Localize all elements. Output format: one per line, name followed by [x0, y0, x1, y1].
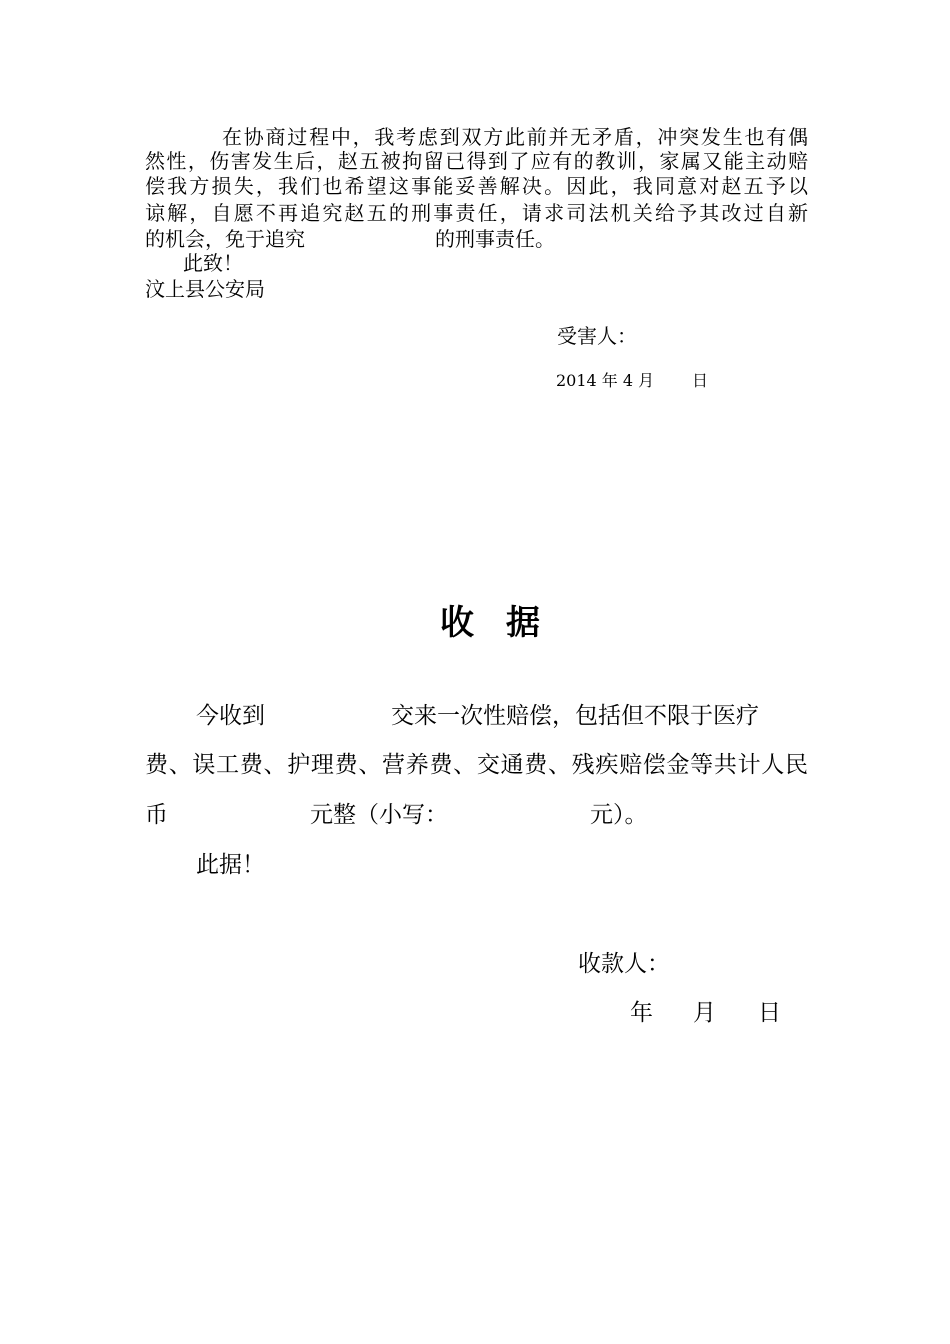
- victim-label: 受害人：: [557, 324, 637, 348]
- receipt-date-month: 月: [693, 1000, 716, 1026]
- receipt-date-year: 年: [630, 1000, 653, 1026]
- letter-recipient: 汶上县公安局: [145, 277, 265, 301]
- receipt-line-1-end: 交来一次性赔偿，包括但不限于医疗: [391, 703, 759, 729]
- letter-line-2: 然性，伤害发生后，赵五被拘留已得到了应有的教训，家属又能主动赔: [145, 149, 810, 173]
- receipt-line-3-start: 币: [145, 802, 168, 828]
- letter-date: 2014 年 4 月: [556, 371, 655, 390]
- receipt-closing: 此据！: [196, 852, 265, 878]
- letter-line-5-end: 的刑事责任。: [435, 227, 555, 251]
- letter-line-4: 谅解，自愿不再追究赵五的刑事责任，请求司法机关给予其改过自新: [145, 201, 811, 225]
- letter-date-day: 日: [692, 371, 709, 390]
- letter-line-5-start: 的机会，免于追究: [145, 227, 305, 251]
- letter-line-1: 在协商过程中，我考虑到双方此前并无矛盾，冲突发生也有偶: [222, 125, 810, 149]
- receipt-line-3: [145, 800, 808, 830]
- letter-line-5: [145, 227, 808, 251]
- receipt-line-1: [196, 701, 808, 731]
- receipt-line-3-middle: 元整（小写：: [310, 802, 448, 828]
- letter-salutation: 此致！: [183, 251, 243, 275]
- receipt-line-2: 费、误工费、护理费、营养费、交通费、残疾赔偿金等共计人民: [145, 752, 809, 778]
- letter-line-3: 偿我方损失，我们也希望这事能妥善解决。因此，我同意对赵五予以: [145, 174, 811, 198]
- receipt-title-char-2: 据: [506, 603, 542, 643]
- payee-label: 收款人：: [578, 951, 670, 977]
- receipt-title-char-1: 收: [440, 603, 476, 643]
- receipt-date-day: 日: [758, 1000, 781, 1026]
- receipt-line-1-start: 今收到: [196, 703, 265, 729]
- receipt-line-3-end: 元）。: [590, 802, 648, 828]
